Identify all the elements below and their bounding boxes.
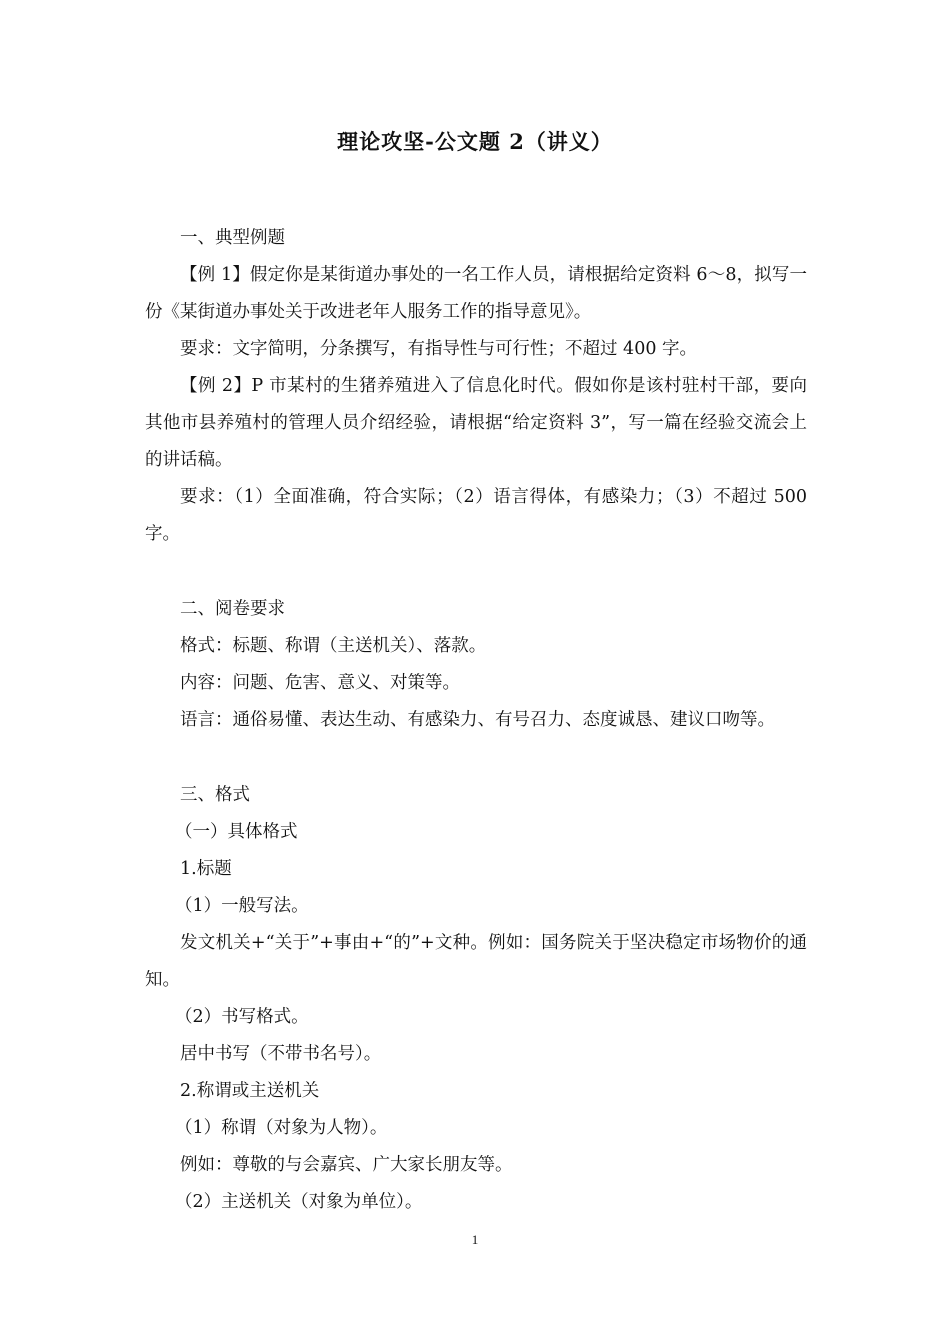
section-heading-2: 二、阅卷要求 (180, 599, 285, 619)
example-1-requirement: 要求：文字简明，分条撰写，有指导性与可行性；不超过 400 字。 (180, 339, 698, 359)
document-body (145, 220, 807, 1221)
item-subheading: （2）主送机关（对象为单位）。 (175, 1192, 423, 1212)
page-number: 1 (471, 1232, 479, 1247)
item-text: 居中书写（不带书名号）。 (180, 1044, 382, 1064)
subsection-heading: （一）具体格式 (175, 822, 298, 842)
spacer (145, 739, 807, 777)
item-text: 例如：尊敬的与会嘉宾、广大家长朋友等。 (180, 1155, 513, 1175)
item-subheading: （1）称谓（对象为人物）。 (175, 1118, 388, 1138)
spacer (145, 553, 807, 591)
item-subheading: （2）书写格式。 (175, 1007, 309, 1027)
item-heading-title: 1.标题 (180, 859, 232, 879)
example-1-text: 【例 1】假定你是某街道办事处的一名工作人员，请根据给定资料 6～8，拟写一份《某街道办事处关于改进老年人服务工作的指导意见》。 (145, 265, 807, 322)
page-title: 理论攻坚-公文题 2（讲义） (337, 129, 613, 154)
example-2-requirement: 要求：（1）全面准确，符合实际；（2）语言得体，有感染力；（3）不超过 500 字。 (145, 487, 807, 544)
item-subheading: （1）一般写法。 (175, 896, 309, 916)
grading-format: 格式：标题、称谓（主送机关）、落款。 (180, 636, 487, 656)
grading-language: 语言：通俗易懂、表达生动、有感染力、有号召力、态度诚恳、建议口吻等。 (180, 710, 775, 730)
example-2-text: 【例 2】P 市某村的生猪养殖进入了信息化时代。假如你是该村驻村干部，要向其他市县养殖村的管理人员介绍经验，请根据“给定资料 3”，写一篇在经验交流会上的讲话稿。 (145, 376, 807, 470)
section-heading-3: 三、格式 (180, 785, 250, 805)
section-heading-1: 一、典型例题 (180, 228, 285, 248)
item-text: 发文机关+“关于”+事由+“的”+文种。例如：国务院关于坚决稳定市场物价的通知。 (145, 933, 807, 990)
item-heading-salutation: 2.称谓或主送机关 (180, 1081, 320, 1101)
grading-content: 内容：问题、危害、意义、对策等。 (180, 673, 460, 693)
